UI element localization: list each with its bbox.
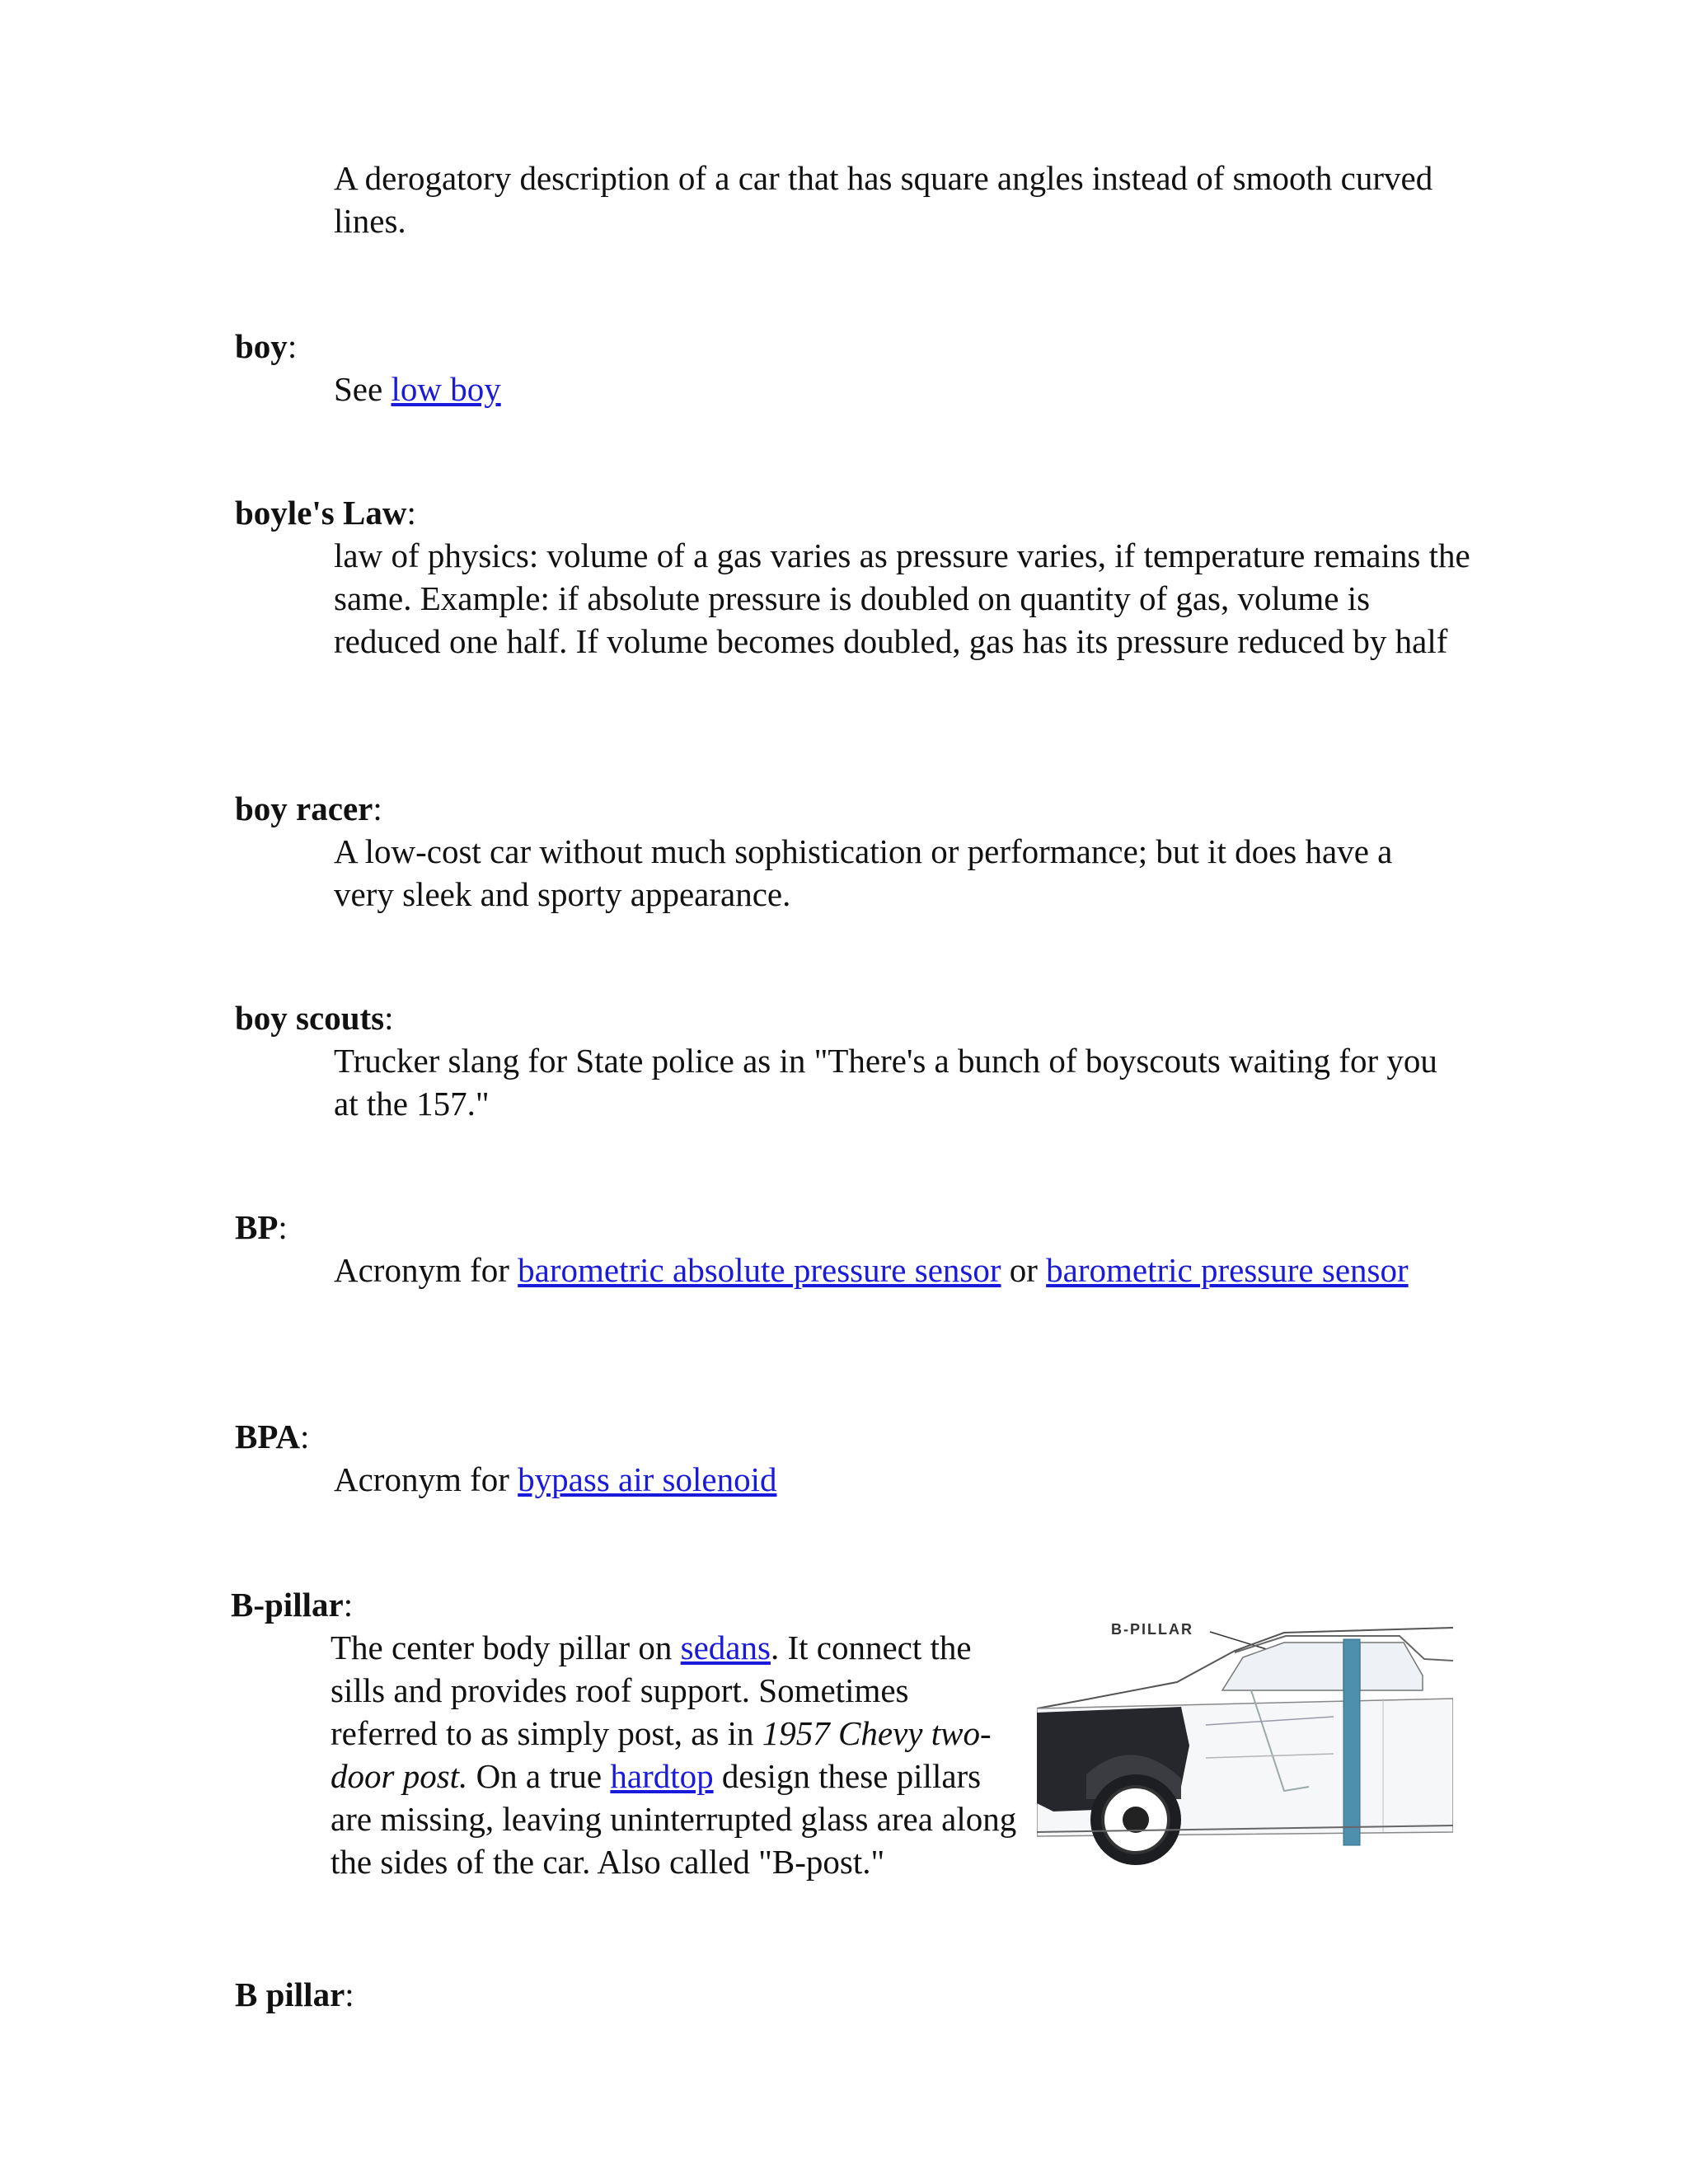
barometric-pressure-sensor-link[interactable]: barometric pressure sensor <box>1046 1251 1409 1289</box>
car-cutaway-image <box>1037 1610 1453 1873</box>
bpa-term: BPA: <box>235 1418 310 1455</box>
boyles-law-term: boyle's Law: <box>235 494 416 532</box>
boy-definition: See low boy <box>334 370 501 408</box>
boy-scouts-definition: Trucker slang for State police as in "There's a bunch of boyscouts waiting for you at the 157." <box>334 1042 1437 1122</box>
bpa-definition: Acronym for bypass air solenoid <box>334 1460 777 1498</box>
b-pillar-car-illustration <box>1037 1610 1453 1873</box>
barometric-absolute-pressure-sensor-link[interactable]: barometric absolute pressure sensor <box>518 1251 1001 1289</box>
hardtop-link[interactable]: hardtop <box>610 1757 714 1795</box>
bp-term: BP: <box>235 1208 288 1246</box>
b-pillar-term: B-pillar: <box>231 1586 354 1624</box>
boy-term: boy: <box>235 327 298 365</box>
boy-scouts-term: boy scouts: <box>235 999 394 1037</box>
boy-racer-definition: A low-cost car without much sophistication or performance; but it does have a very sleek and sporty appearance. <box>334 832 1393 913</box>
boy-racer-term: boy racer: <box>235 790 382 827</box>
b-pillar-definition: The center body pillar on sedans. It connect the sills and provides roof support. Sometimes referred to as simply post, as in 1957 Chevy two-door post. On a true hardtop design these pillars are missing, leaving uninterrupted glass area along the sides of the car. Also called "B-post." <box>331 1629 1017 1881</box>
boxy-definition: A derogatory description of a car that has square angles instead of smooth curved lines. <box>334 159 1433 240</box>
b-pillar-figure-label: B-PILLAR <box>1111 1621 1193 1638</box>
b-pillar-alt-term: B pillar: <box>235 1975 354 2013</box>
example-italic: 1957 Chevy two-door post. <box>331 1714 992 1795</box>
bypass-air-solenoid-link[interactable]: bypass air solenoid <box>518 1460 777 1498</box>
low-boy-link[interactable]: low boy <box>391 370 501 408</box>
bp-definition: Acronym for barometric absolute pressure sensor or barometric pressure sensor <box>334 1251 1409 1289</box>
boyles-law-definition: law of physics: volume of a gas varies as pressure varies, if temperature remains the same. Example: if absolute pressure is doubled on quantity of gas, volume is reduced one half. If volume becomes doubled, gas has its pressure reduced by half <box>334 537 1470 660</box>
sedans-link[interactable]: sedans <box>680 1629 771 1666</box>
